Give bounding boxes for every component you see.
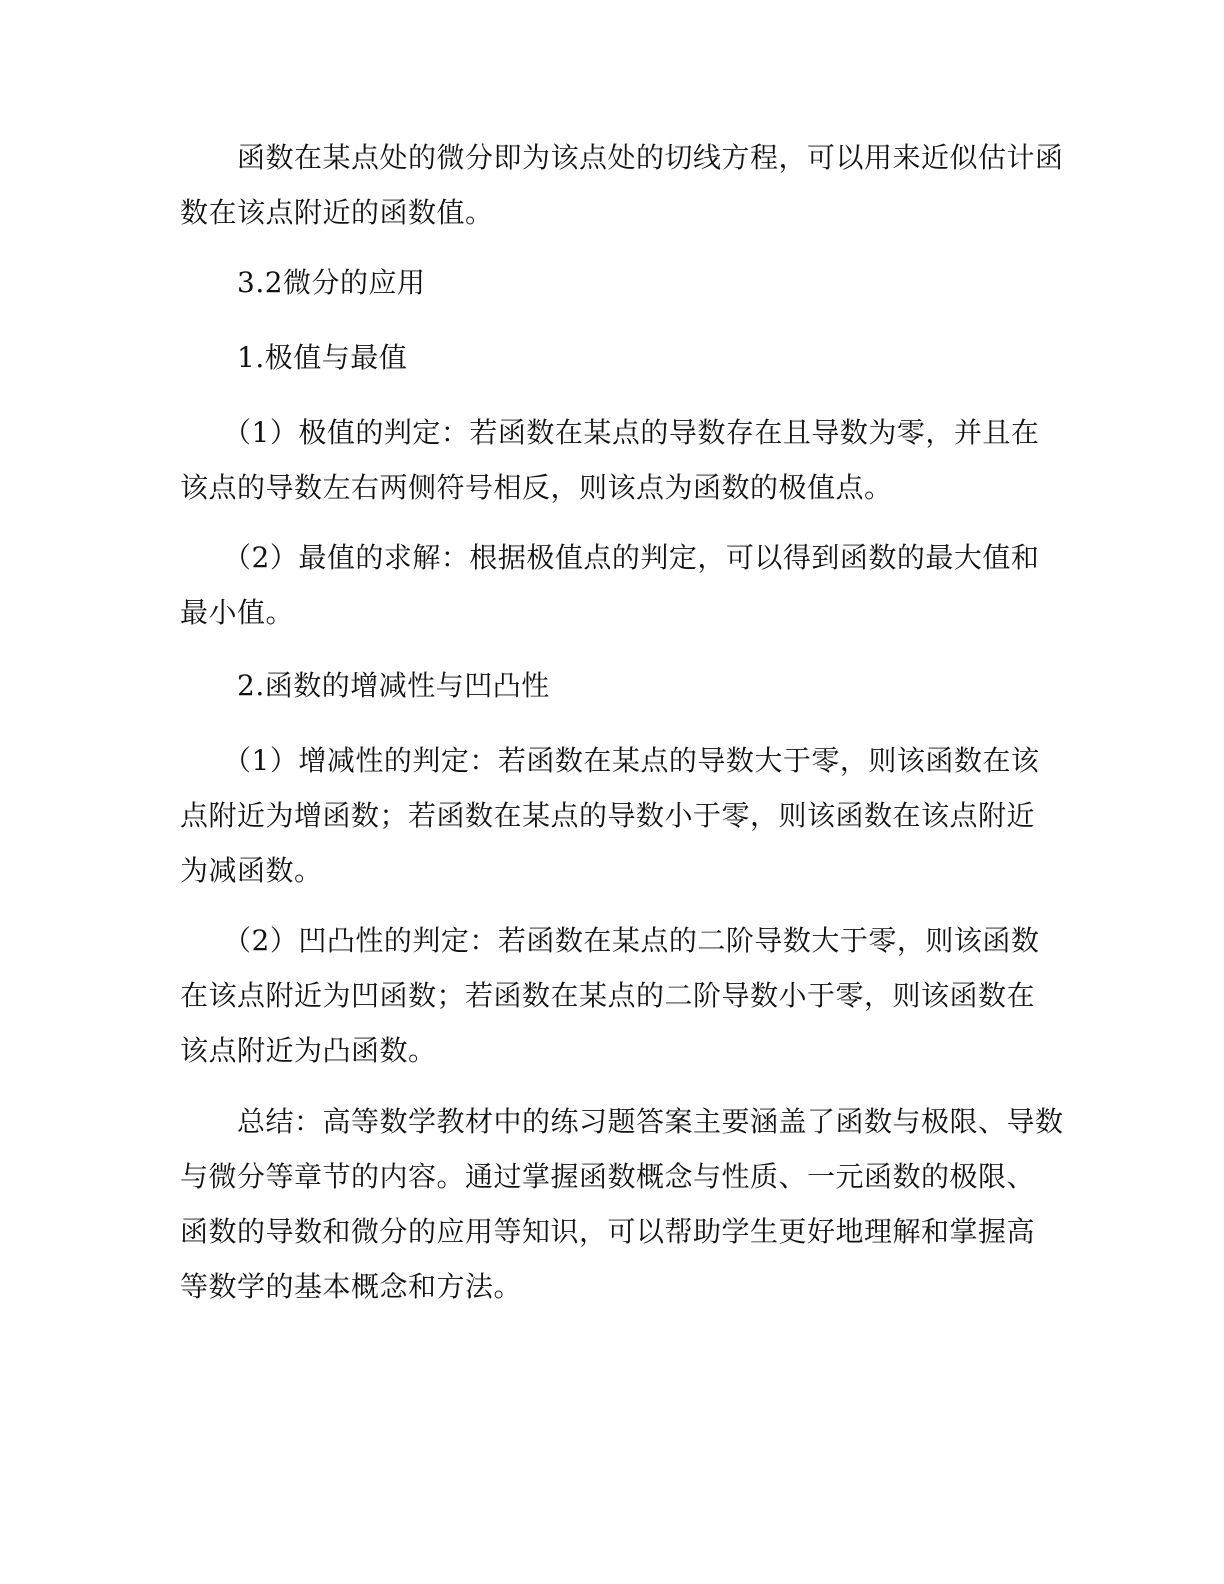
paragraph-monotonicity — [180, 733, 1040, 898]
text-line: 该点附近为凸函数。 — [180, 1034, 437, 1067]
heading-differential-applications — [180, 255, 1028, 310]
text-line: 该点的导数左右两侧符号相反，则该点为函数的极值点。 — [180, 471, 893, 504]
text-line: 最小值。 — [180, 596, 295, 629]
paragraph-extremum-criterion — [180, 405, 1040, 515]
text-line: 2.函数的增减性与凹凸性 — [180, 669, 550, 702]
paragraph-max-min — [180, 530, 1040, 640]
text-line: 与微分等章节的内容。通过掌握函数概念与性质、一元函数的极限、 — [180, 1160, 1036, 1193]
text-line: 等数学的基本概念和方法。 — [180, 1270, 523, 1303]
text-line: 点附近为增函数；若函数在某点的导数小于零，则该函数在该点附近 — [180, 799, 1036, 832]
text-line: （2）最值的求解：根据极值点的判定，可以得到函数的最大值和 — [180, 541, 1040, 574]
text-line: 总结：高等数学教材中的练习题答案主要涵盖了函数与极限、导数 — [180, 1105, 1064, 1138]
text-line: 1.极值与最值 — [180, 341, 408, 374]
paragraph-convexity — [180, 913, 1040, 1078]
text-line: （1）增减性的判定：若函数在某点的导数大于零，则该函数在该 — [180, 744, 1040, 777]
paragraph-summary — [180, 1094, 1064, 1314]
text-line: 函数的导数和微分的应用等知识，可以帮助学生更好地理解和掌握高 — [180, 1215, 1036, 1248]
text-line: （2）凹凸性的判定：若函数在某点的二阶导数大于零，则该函数 — [180, 924, 1040, 957]
text-line: 为减函数。 — [180, 854, 323, 887]
text-line: 3.2微分的应用 — [180, 266, 426, 299]
heading-extrema — [180, 330, 1028, 385]
paragraph-differential-tangent — [180, 130, 1064, 240]
heading-monotonicity-convexity — [180, 658, 1028, 713]
text-line: 函数在某点处的微分即为该点处的切线方程，可以用来近似估计函 — [180, 141, 1064, 174]
text-line: （1）极值的判定：若函数在某点的导数存在且导数为零，并且在 — [180, 416, 1040, 449]
text-line: 在该点附近为凹函数；若函数在某点的二阶导数小于零，则该函数在 — [180, 979, 1036, 1012]
text-line: 数在该点附近的函数值。 — [180, 196, 494, 229]
